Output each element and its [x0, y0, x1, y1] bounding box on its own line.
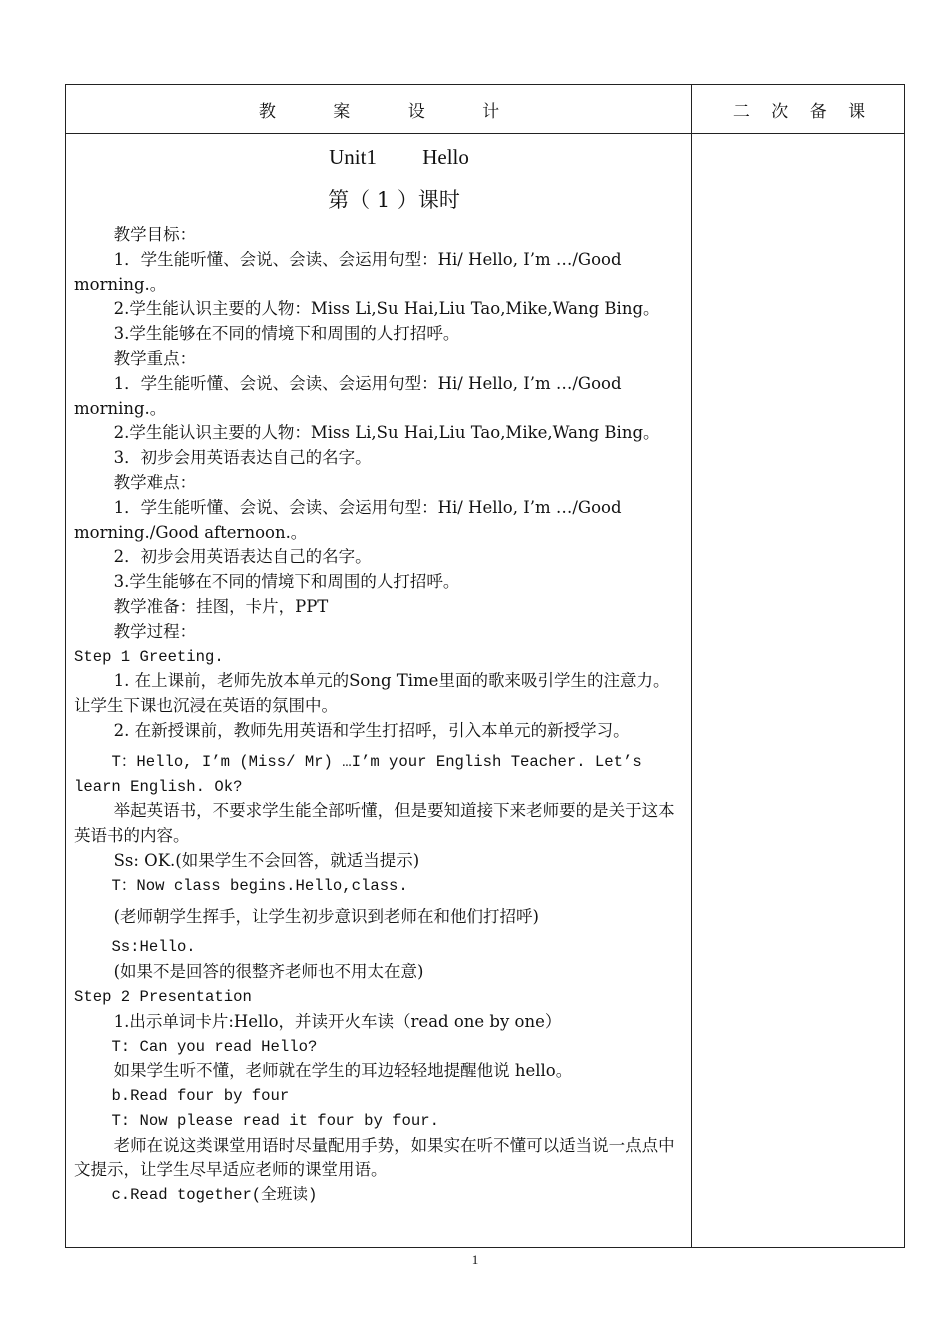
header-second-preparation: 二 次 备 课 — [732, 102, 874, 122]
section-heading: 教学难点： — [113, 472, 197, 492]
section-heading: 教学过程： — [113, 621, 197, 641]
dialogue-line: Ss: OK.(如果学生不会回答，就适当提示) — [113, 850, 420, 870]
paragraph: 1．学生能听懂、会说、会读、会运用句型：Hi/ Hello, I’m …/Good morning./Good afternoon.。 — [74, 497, 622, 542]
paragraph: 3．初步会用英语表达自己的名字。 — [113, 448, 372, 468]
dialogue-line: Ss:Hello. — [111, 938, 196, 957]
paragraph: 2. 在新授课前，教师先用英语和学生打招呼，引入本单元的新授学习。 — [113, 720, 630, 740]
paragraph: 2.学生能认识主要的人物：Miss Li,Su Hai,Liu Tao,Mike,Wang Bing。 — [113, 299, 660, 319]
paragraph: 1．学生能听懂、会说、会读、会运用句型：Hi/ Hello, I’m …/Good morning.。 — [74, 249, 622, 294]
paragraph: 老师在说这类课堂用语时尽量配用手势，如果实在听不懂可以适当说一点点中文提示，让学生尽早适应老师的课堂用语。 — [74, 1135, 675, 1180]
step-heading: Step 1 Greeting. — [74, 647, 224, 666]
paragraph: 举起英语书，不要求学生能全部听懂，但是要知道接下来老师要的是关于这本英语书的内容。 — [74, 801, 675, 846]
paragraph: 1. 在上课前，老师先放本单元的Song Time里面的歌来吸引学生的注意力。让学生下课也沉浸在英语的氛围中。 — [74, 671, 670, 716]
dialogue-line: T: Can you read Hello? — [111, 1037, 318, 1056]
paragraph: b.Read four by four — [111, 1087, 290, 1106]
lesson-content — [74, 141, 684, 1208]
table-header-row — [66, 85, 904, 134]
paragraph: (如果不是回答的很整齐老师也不用太在意) — [113, 962, 424, 982]
paragraph: (老师朝学生挥手，让学生初步意识到老师在和他们打招呼) — [113, 906, 539, 926]
dialogue-line: T：Hello, I’m (Miss/ Mr) …I’m your English Teacher. Let’s learn English. Ok? — [74, 752, 642, 796]
paragraph: 1．学生能听懂、会说、会读、会运用句型：Hi/ Hello, I’m …/Good morning.。 — [74, 373, 622, 418]
page-number: 1 — [471, 1252, 479, 1267]
paragraph: 教学准备：挂图，卡片，PPT — [113, 596, 329, 616]
unit-title: Unit1 Hello — [329, 145, 469, 169]
lesson-plan-table — [65, 84, 905, 1248]
paragraph: 3.学生能够在不同的情境下和周围的人打招呼。 — [113, 324, 460, 344]
paragraph: 2.学生能认识主要的人物：Miss Li,Su Hai,Liu Tao,Mike,Wang Bing。 — [113, 423, 660, 443]
step-heading: Step 2 Presentation — [74, 987, 252, 1006]
header-lesson-design: 教 案 设 计 — [258, 102, 526, 122]
section-heading: 教学目标： — [113, 225, 197, 244]
paragraph: 如果学生听不懂，老师就在学生的耳边轻轻地提醒他说 hello。 — [113, 1061, 573, 1081]
paragraph: 1.出示单词卡片:Hello，并读开火车读（read one by one） — [113, 1011, 562, 1031]
section-heading: 教学重点： — [113, 348, 197, 368]
paragraph: c.Read together(全班读) — [111, 1186, 318, 1205]
dialogue-line: T: Now please read it four by four. — [111, 1111, 439, 1130]
dialogue-line: T：Now class begins.Hello,class. — [111, 876, 408, 895]
paragraph: 3.学生能够在不同的情境下和周围的人打招呼。 — [113, 572, 460, 592]
column-divider — [691, 85, 692, 1247]
lesson-number: 第（ 1 ）课时 — [328, 188, 460, 212]
paragraph: 2．初步会用英语表达自己的名字。 — [113, 547, 372, 567]
